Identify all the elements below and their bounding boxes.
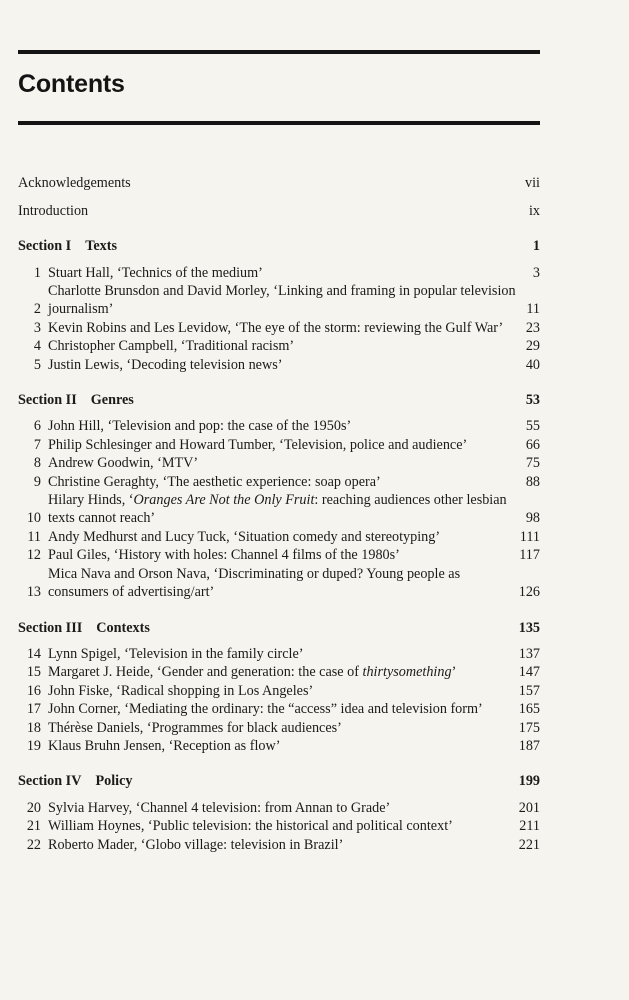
entry-number: 1 [33,264,41,281]
section-name: Texts [85,238,117,255]
toc-entry [18,546,540,564]
entry-title-text: Lynn Spigel, ‘Television in the family circle’ [48,645,304,662]
front-matter-title: Introduction [18,202,89,219]
entry-title-text: Klaus Bruhn Jensen, ‘Reception as flow’ [48,737,281,754]
entry-number: 18 [26,719,41,736]
entry-number: 5 [33,356,41,373]
entry-number: 11 [27,528,41,545]
entry-title [48,282,516,319]
page-number: vii [525,175,540,191]
entry-number: 22 [26,836,41,853]
page-number: 187 [518,737,540,754]
entry-number: 15 [26,664,41,681]
entry-title-text: Christopher Campbell, ‘Traditional racism’ [48,338,295,355]
entry-title-text: Christine Geraghty, ‘The aesthetic experience: soap opera’ [48,473,381,490]
entry-title-text: John Hill, ‘Television and pop: the case of the 1950s’ [48,418,352,435]
page-number: 165 [518,701,540,718]
entry-title [48,356,516,374]
entry-number: 21 [26,818,41,835]
entry-title-text: Sylvia Harvey, ‘Channel 4 television: from Annan to Grade’ [48,799,391,816]
entry-title-italic: thirtysomething [362,664,452,681]
section-heading [18,772,540,790]
page-number: 40 [525,356,540,373]
toc-entry [18,356,540,374]
page-number: 55 [525,418,540,435]
toc-entry [18,565,540,602]
entry-title [48,737,509,755]
entry-title-text: John Fiske, ‘Radical shopping in Los Angeles’ [48,682,314,699]
entry-title-text: Roberto Mader, ‘Globo village: television in Brazil’ [48,836,344,853]
bottom-rule [18,121,540,125]
page-number: 23 [525,319,540,336]
entry-title-text: Philip Schlesinger and Howard Tumber, ‘Television, police and audience’ [48,436,468,453]
toc-entry [18,337,540,355]
entry-title [48,565,509,602]
toc-entry [18,700,540,718]
entry-number: 16 [26,682,41,699]
front-matter-list [18,174,540,220]
toc-entry [18,528,540,546]
toc-entry [18,319,540,337]
entry-title [48,417,516,435]
entry-title-text: William Hoynes, ‘Public television: the historical and political context’ [48,818,453,835]
entry-title [48,700,509,718]
entry-number: 17 [26,701,41,718]
entry-number: 13 [26,584,41,601]
section-label: Section III [18,619,83,636]
toc-entry [18,799,540,817]
sections-list [18,237,540,854]
entry-title [48,817,509,835]
entry-title-text: Paul Giles, ‘History with holes: Channel 4 films of the 1980s’ [48,547,400,564]
section-heading-text [18,772,509,790]
page-number: 98 [525,510,540,527]
toc-entry [18,663,540,681]
page-number: 53 [525,392,540,409]
page-number: ix [528,202,540,219]
entry-number: 19 [26,737,41,754]
entry-number: 10 [26,510,41,527]
section-label: Section I [18,238,72,255]
page-number: 211 [519,818,540,835]
section-name: Contexts [96,619,150,636]
toc-entry [18,836,540,854]
toc-entry [18,817,540,835]
entry-title-text: Stuart Hall, ‘Technics of the medium’ [48,264,263,281]
entry-title [48,473,516,491]
page-number: 117 [519,547,540,564]
page-number: 88 [525,473,540,490]
page-number: 66 [525,436,540,453]
page-number: 135 [518,619,540,636]
entry-title [48,491,516,528]
entry-title-text: Kevin Robins and Les Levidow, ‘The eye of the storm: reviewing the Gulf War’ [48,319,504,336]
entry-title [48,454,516,472]
page-number: 199 [518,773,540,790]
section-name: Genres [90,392,134,409]
entry-title-text-end: : reaching audiences other lesbian texts cannot reach’ [48,492,507,527]
toc-entry [18,737,540,755]
section-heading [18,619,540,637]
entry-title-text: Mica Nava and Orson Nava, ‘Discriminating or duped? Young people as consumers of advertising/art’ [48,565,461,601]
page-number: 1 [532,238,540,255]
entry-number: 4 [33,338,41,355]
entry-title-text: Justin Lewis, ‘Decoding television news’ [48,356,283,373]
entry-title [48,337,516,355]
section-heading-text [18,391,516,409]
entry-title [48,682,509,700]
toc-entry [18,282,540,319]
entry-title [48,264,523,282]
page-number: 75 [525,455,540,472]
section-heading [18,391,540,409]
toc-entry [18,645,540,663]
entry-title-text: Charlotte Brunsdon and David Morley, ‘Linking and framing in popular television journalism’ [48,283,516,318]
page-number: 3 [532,264,540,281]
section-label: Section IV [18,773,82,790]
section-label: Section II [18,392,77,409]
entry-number: 6 [33,418,41,435]
page-number: 221 [518,836,540,853]
entry-title [48,663,509,681]
entry-title [48,436,516,454]
table-of-contents [18,174,540,854]
entry-title-text: Thérèse Daniels, ‘Programmes for black audiences’ [48,719,342,736]
toc-entry [18,454,540,472]
section-heading [18,237,540,255]
entry-title-text: Andy Medhurst and Lucy Tuck, ‘Situation comedy and stereotyping’ [48,528,441,545]
entry-title [48,799,509,817]
toc-entry [18,436,540,454]
entry-number: 2 [33,301,41,318]
section-heading-text [18,619,509,637]
section-heading-text [18,237,523,255]
entry-title [48,719,509,737]
entry-title [48,546,509,564]
front-matter-row [18,174,540,192]
page-number: 111 [519,528,540,545]
entry-title-text-end: ’ [451,664,457,681]
entry-title-text: Andrew Goodwin, ‘MTV’ [48,455,199,472]
page-number: 126 [518,584,540,601]
top-rule [18,50,540,54]
page-number: 29 [525,338,540,355]
page-number: 157 [518,682,540,699]
page-number: 11 [526,301,540,318]
toc-entry [18,682,540,700]
toc-entry [18,417,540,435]
front-matter-row [18,202,540,220]
toc-entry [18,264,540,282]
toc-entry [18,473,540,491]
entry-title-text: Margaret J. Heide, ‘Gender and generation: the case of [48,664,363,681]
toc-entry [18,491,540,528]
front-matter-title: Acknowledgements [18,175,131,191]
entry-title [48,528,510,546]
entry-number: 20 [26,799,41,816]
entry-number: 9 [33,473,41,490]
entry-title-text: Hilary Hinds, ‘ [48,492,134,509]
toc-entry [18,719,540,737]
entry-title-italic: Oranges Are Not the Only Fruit [133,492,315,509]
page-number: 147 [518,664,540,681]
page-number: 175 [518,719,540,736]
page-number: 137 [518,645,540,662]
entry-title-text: John Corner, ‘Mediating the ordinary: the “access” idea and television form’ [48,701,483,718]
entry-number: 8 [33,455,41,472]
page-title: Contents [18,70,125,98]
section-name: Policy [95,773,133,790]
entry-title [48,645,509,663]
page-number: 201 [518,799,540,816]
entry-number: 12 [26,547,41,564]
entry-number: 3 [33,319,41,336]
entry-title [48,319,516,337]
entry-number: 7 [33,436,41,453]
entry-number: 14 [26,645,41,662]
entry-title [48,836,509,854]
